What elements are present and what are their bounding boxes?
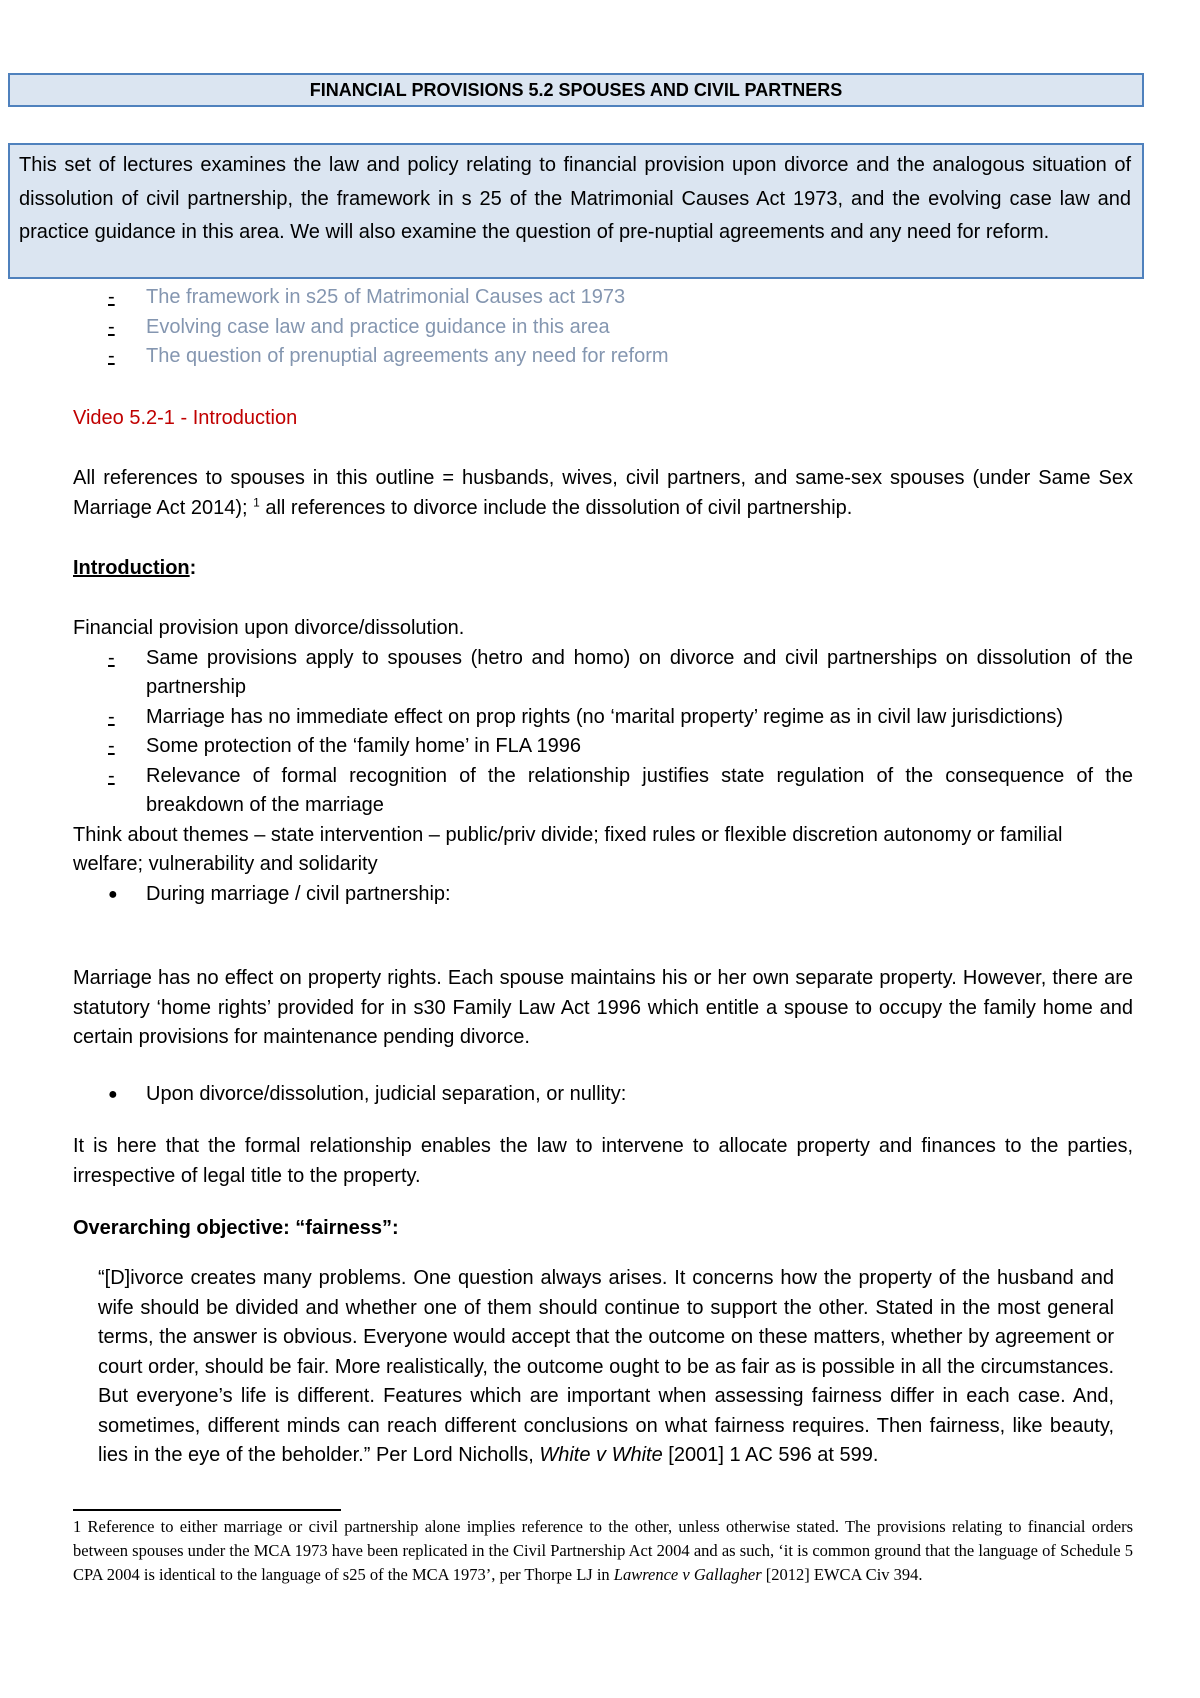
quote-case-name: White v White [539, 1444, 663, 1466]
quote-text: “[D]ivorce creates many problems. One question always arises. It concerns how the property of the husband and wife should be divided and whether one of them should continue to support the other. Stated in the most general terms, the answer is obvious. Everyone would accept that the outcome on these matters, whether by agreement or court order, should be fair. More realistically, the outcome ought to be as fair as is possible in all the circumstances. But everyone’s life is different. Features which are important when assessing fairness differ in each case. And, sometimes, different minds can reach different conclusions on what fairness requires. Then fairness, like beauty, lies in the eye of the beholder.” Per Lord Nicholls, [98, 1267, 1114, 1466]
introduction-heading-text: Introduction [73, 557, 190, 579]
topic-list [108, 283, 669, 372]
footnote [73, 1515, 1133, 1587]
dash-marker: - [108, 345, 115, 367]
list-item [108, 342, 669, 372]
bullet-upon-text: Upon divorce/dissolution, judicial separation, or nullity: [146, 1083, 627, 1105]
introduction-heading [73, 554, 1133, 584]
list-item [108, 283, 669, 313]
bullet-during [108, 880, 1133, 910]
footnote-citation: [2012] EWCA Civ 394. [761, 1565, 923, 1584]
upon-paragraph: It is here that the formal relationship enables the law to intervene to allocate property and finances to the parties, irrespective of legal title to the property. [73, 1135, 1133, 1187]
quote-citation: [2001] 1 AC 596 at 599. [662, 1444, 879, 1466]
document-title: FINANCIAL PROVISIONS 5.2 SPOUSES AND CIVIL PARTNERS [8, 73, 1144, 107]
provision-item-text: Some protection of the ‘family home’ in FLA 1996 [146, 735, 582, 757]
list-item [108, 644, 1133, 703]
dash-marker: - [108, 315, 115, 338]
footnote-number: 1 [73, 1517, 82, 1536]
list-item [108, 313, 669, 343]
provision-item-text: Marriage has no immediate effect on prop rights (no ‘marital property’ regime as in civil law jurisdictions) [146, 705, 1064, 728]
intro-summary-box: This set of lectures examines the law and policy relating to financial provision upon divorce and the analogous situation of dissolution of civil partnership, the framework in s 25 of the Matrimonial Causes Act 1973, and the evolving case law and practice guidance in this area. We will also examine the question of pre-nuptial agreements and any need for reform. [8, 143, 1144, 279]
dash-marker: - [108, 764, 115, 787]
dash-marker: - [108, 286, 115, 308]
topic-text: The framework in s25 of Matrimonial Causes act 1973 [146, 286, 626, 308]
topic-text: Evolving case law and practice guidance in this area [146, 315, 610, 338]
dash-marker: - [108, 735, 115, 757]
topic-text: The question of prenuptial agreements any need for reform [146, 345, 669, 367]
dash-marker: - [108, 705, 115, 728]
bullet-icon: ● [108, 885, 118, 903]
provision-item-text: Relevance of formal recognition of the relationship justifies state regulation of the consequence of the breakdown of the marriage [146, 764, 1133, 816]
footnote-reference[interactable]: 1 [253, 494, 260, 509]
objective-heading: Overarching objective: “fairness”: [73, 1217, 399, 1239]
bullet-upon [73, 1080, 1133, 1110]
references-paragraph [73, 464, 1133, 523]
during-paragraph: Marriage has no effect on property rights. Each spouse maintains his or her own separate property. However, there are statutory ‘home rights’ provided for in s30 Family Law Act 1996 which entitle a spouse to occupy the family home and certain provisions for maintenance pending divorce. [73, 967, 1133, 1048]
themes-text: Think about themes – state intervention – public/priv divide; fixed rules or flexible discretion autonomy or familial welfare; vulnerability and solidarity [73, 823, 1063, 875]
provision-section [73, 614, 1133, 909]
provision-line: Financial provision upon divorce/dissolution. [73, 617, 465, 639]
fairness-quote [98, 1264, 1114, 1471]
bullet-upon-row [108, 1080, 1133, 1110]
introduction-heading-colon: : [189, 557, 197, 579]
bullet-icon: ● [108, 1086, 118, 1103]
footnote-separator [73, 1509, 341, 1511]
footnote-text: Reference to either marriage or civil partnership alone implies reference to the other, unless otherwise stated. The provisions relating to financial orders between spouses under the MCA 1973 have been replicated in the Civil Partnership Act 2004 and as such, ‘it is common ground that the language of Schedule 5 CPA 2004 is identical to the language of s25 of the MCA 1973’, per Thorpe LJ in [73, 1517, 1133, 1584]
provision-item-text: Same provisions apply to spouses (hetro and homo) on divorce and civil partnerships on dissolution of the partnership [146, 646, 1133, 698]
bullet-during-text: During marriage / civil partnership: [146, 882, 451, 905]
list-item [108, 732, 1133, 762]
footnote-case-name: Lawrence v Gallagher [613, 1565, 762, 1584]
dash-marker: - [108, 646, 115, 669]
list-item [108, 762, 1133, 821]
references-text-cont: all references to divorce include the dissolution of civil partnership. [259, 496, 853, 519]
video-heading: Video 5.2-1 - Introduction [73, 407, 298, 429]
list-item [108, 703, 1133, 733]
references-text: All references to spouses in this outline = husbands, wives, civil partners, and same-sex spouses (under Same Sex Marriage Act 2014); [73, 467, 1133, 519]
